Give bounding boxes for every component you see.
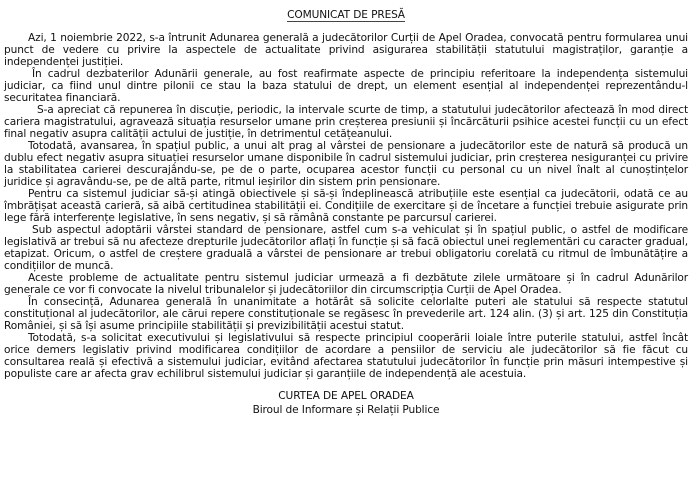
paragraph-upcoming-debates: Aceste probleme de actualitate pentru sistemul judiciar urmează a fi dezbătute zilele următoare și în cadrul Adunărilor generale ce vor fi convocate la nivelul tribunalelor și judecătoriilor din circumscripția Curții de Apel Oradea.: [4, 271, 688, 296]
paragraph-resolution: În consecință, Adunarea generală în unanimitate a hotărât să solicite celorlalte puteri ale statului să respecte statutul constituțional al judecătorilor, ale cărui repere constituționale se regăsesc în prevederile art. 124 alin. (3) și art. 125 din Constituția României, și să își asume principiile stabilității și previzibilității acestui statut.: [4, 296, 688, 332]
paragraph-standard-retirement: Sub aspectul adoptării vârstei standard de pensionare, astfel cum s-a vehiculat și în spațiul public, o astfel de modificare legislativă ar trebui să nu afecteze drepturile judecătorilor aflați în funcție și să facă obiectul unei reglementări cu caracter gradual, etapizat. Oricum, o astfel de creștere graduală a vârstei de pensionare ar trebui obligatoriu corelată cu ritmul de îmbunătățire a condițiilor de muncă.: [4, 224, 688, 272]
paragraph-status-discussion: S-a apreciat că repunerea în discuție, periodic, la intervale scurte de timp, a statutului judecătorilor afectează în mod direct cariera magistratului, agravează situația resurselor umane prin creșterea presiunii și încărcăturii psihice acestei funcții cu un efect final negativ asupra calității actului de justiție, în detrimentul cetățeanului.: [4, 104, 688, 140]
document-title: [4, 9, 688, 22]
paragraph-judicial-independence: În cadrul dezbaterilor Adunării generale, au fost reafirmate aspecte de principiu referitoare la independența sistemului judiciar, ca fiind unul dintre pilonii ce stau la baza statului de drept, un element esențial al independenței reprezentându-l securitatea financiară.: [4, 68, 688, 104]
paragraph-loyal-cooperation: Totodată, s-a solicitat executivului și legislativului să respecte principiul cooperării loiale între puterile statului, astfel încât orice demers legislativ privind modificarea condițiilor de acordare a pensiilor de serviciu ale judecătorilor să fie făcut cu consultarea reală și efectivă a sistemului judiciar, evitând afectarea statutului judecătorilor în funcție prin măsuri intempestive și populiste care ar afecta grav echilibrul sistemului judiciar și garanțiile de independență ale acestuia.: [4, 332, 688, 380]
court-name: CURTEA DE APEL ORADEA: [278, 390, 414, 403]
paragraph-meeting-intro: Azi, 1 noiembrie 2022, s-a întrunit Adunarea generală a judecătorilor Curții de Apel Oradea, convocată pentru formularea unui punct de vedere cu privire la aspectele de actualitate privind asigurarea stabilității statutului magistraților, garanție a independenței justiției.: [4, 32, 688, 68]
paragraph-retirement-age: Totodată, avansarea, în spațiul public, a unui alt prag al vârstei de pensionare a judecătorilor este de natură să producă un dublu efect negativ asupra situației resurselor umane disponibile în cadrul sistemului judiciar, prin creșterea nesiguranței cu privire la stabilitatea carierei descurajându-se, pe de o parte, ocuparea acestor funcții cu personal cu un nivel înalt al cunoștințelor juridice și agravându-se, pe de altă parte, ritmul ieșirilor din sistem prin pensionare.: [4, 140, 688, 188]
document-title-text: COMUNICAT DE PRESĂ: [287, 9, 405, 21]
paragraph-career-stability: Pentru ca sistemul judiciar să-și atingă obiectivele și să-și îndeplinească atribuțiile este esențial ca judecătorii, odată ce au îmbrățișat această carieră, să aibă certitudinea stabilității ei. Condițiile de exercitare și de încetare a funcției trebuie asigurate prin lege fără interferențe legislative, în sens negativ, și să rămână constante pe parcursul carierei.: [4, 187, 688, 224]
signature-block: [4, 390, 688, 416]
department-name: Biroul de Informare și Relații Publice: [252, 403, 440, 416]
